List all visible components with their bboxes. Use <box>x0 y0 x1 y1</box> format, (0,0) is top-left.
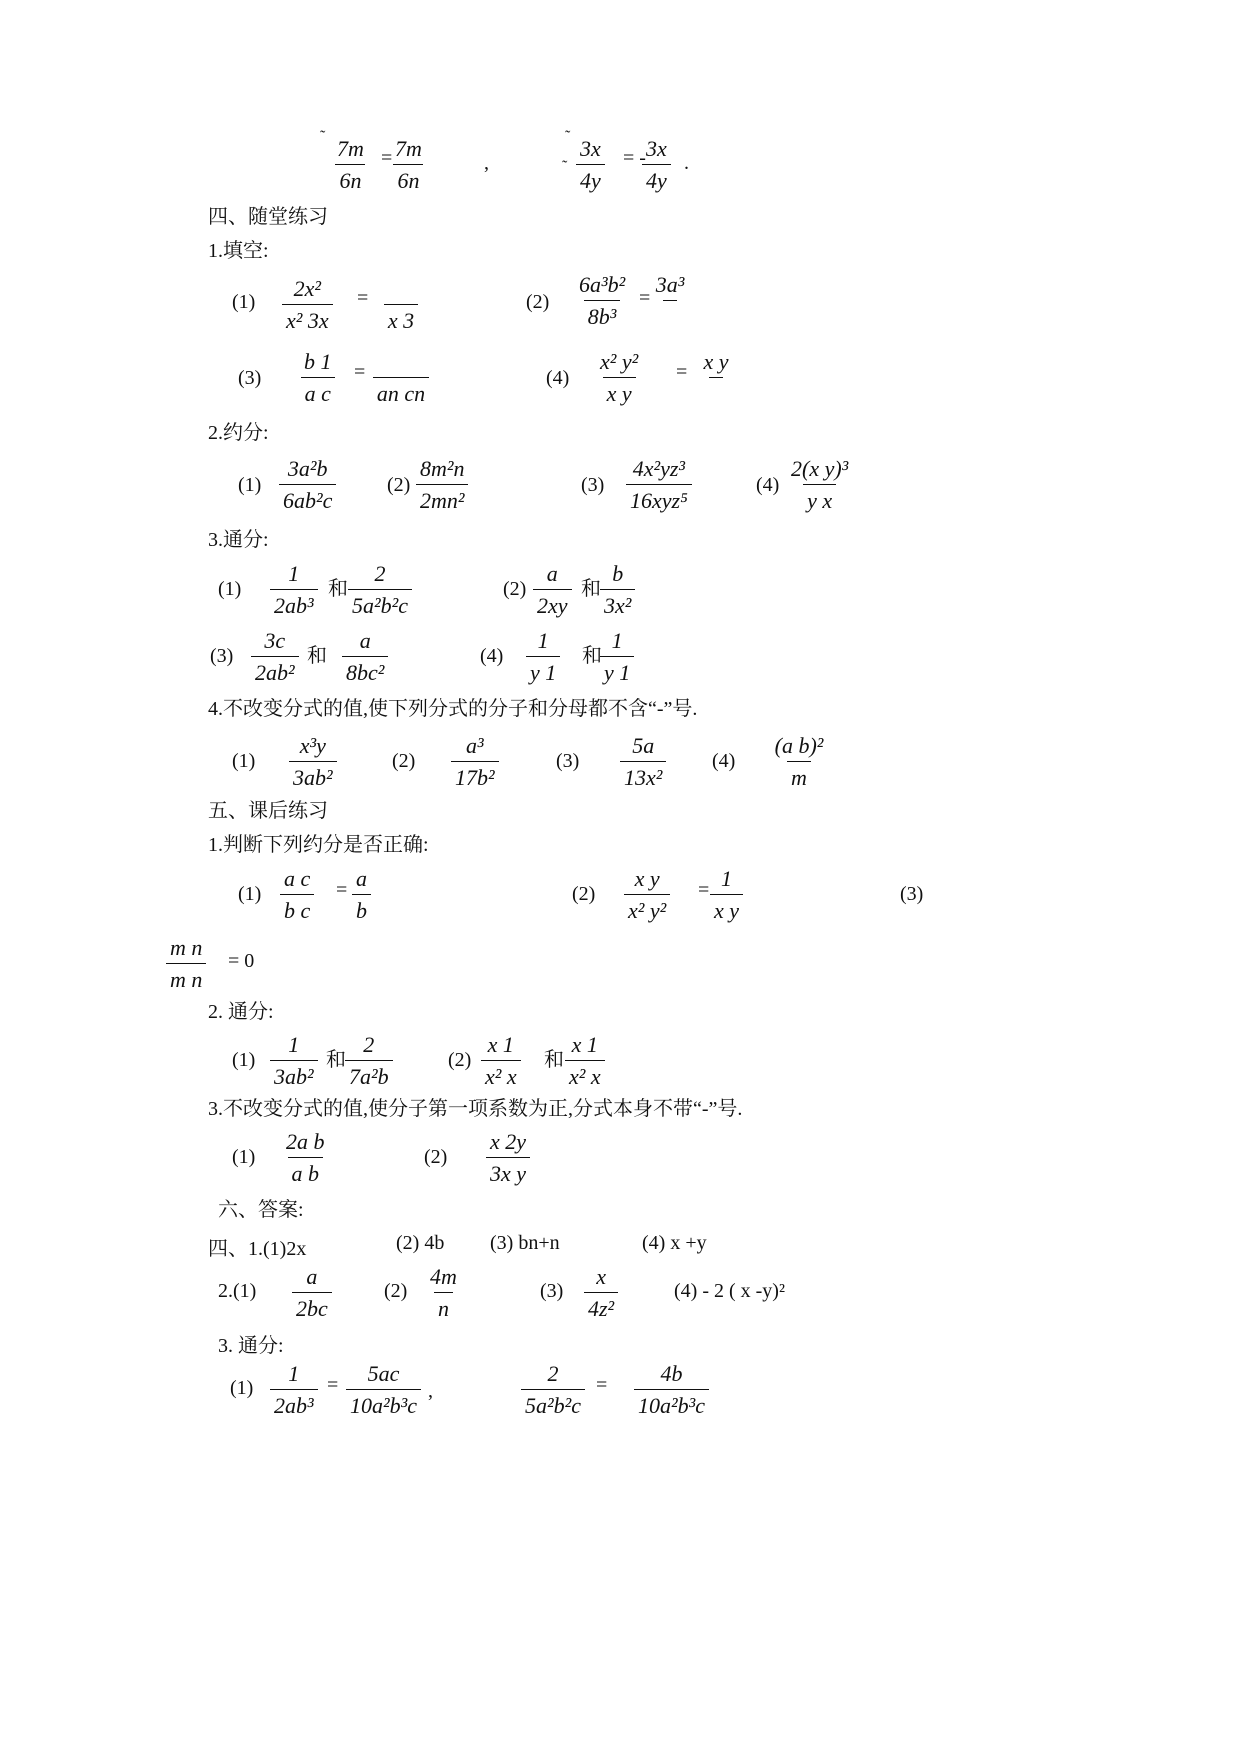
and-word: 和 <box>581 578 601 600</box>
denominator: y 1 <box>600 656 634 686</box>
blank-fraction <box>366 349 436 407</box>
numerator: 3a²b <box>287 456 328 481</box>
answer-text: (3) bn+n <box>490 1232 560 1254</box>
denominator: 3x² <box>600 589 635 619</box>
item-label: (2) <box>387 474 411 496</box>
denominator: x² x <box>481 1060 521 1090</box>
equals-minus: = - <box>623 147 646 169</box>
blank-fraction <box>651 272 689 330</box>
item-label: (3) <box>900 883 924 905</box>
numerator: 2a b <box>286 1129 325 1154</box>
equals-sign: = <box>381 147 393 169</box>
denominator: n <box>434 1292 453 1322</box>
denominator: 2bc <box>292 1292 332 1322</box>
question-heading: 2. 通分: <box>208 1001 274 1023</box>
numerator: 3x <box>646 136 667 161</box>
fraction <box>481 1032 521 1090</box>
fraction <box>391 136 426 194</box>
numerator: 1 <box>721 866 733 891</box>
numerator: 1 <box>288 1361 300 1386</box>
fraction <box>416 456 468 514</box>
numerator: x y <box>703 349 729 374</box>
answer-text: (3) <box>540 1280 564 1302</box>
fraction <box>755 733 843 791</box>
denominator: 6ab²c <box>279 484 336 514</box>
item-label: (1) <box>238 883 262 905</box>
numerator <box>394 276 408 304</box>
denominator: x 3 <box>384 304 418 334</box>
denominator: 5a²b²c <box>348 589 412 619</box>
tilde-mark: ˜ <box>565 128 571 145</box>
answer-text: 四、1.(1)2x <box>208 1238 307 1260</box>
answer-text: (4) x +y <box>642 1232 707 1254</box>
answer-text: (1) <box>230 1377 254 1399</box>
fraction <box>451 733 499 791</box>
numerator: 4b <box>660 1361 683 1386</box>
fraction <box>270 1032 318 1090</box>
denominator: an cn <box>373 377 429 407</box>
item-label: (2) <box>503 578 527 600</box>
denominator: 7a²b <box>345 1060 393 1090</box>
numerator: x <box>596 1264 606 1289</box>
numerator: 5a <box>632 733 655 758</box>
numerator: 2(x y)³ <box>791 456 849 481</box>
numerator: 3a³ <box>655 272 685 297</box>
tilde-mark: ˜ <box>320 128 326 145</box>
question-heading: 2.约分: <box>208 422 269 444</box>
denominator: b <box>352 894 371 924</box>
numerator: a <box>359 628 371 653</box>
denominator: x² 3x <box>282 304 333 334</box>
fraction <box>251 628 299 686</box>
question-heading: 4.不改变分式的值,使下列分式的分子和分母都不含“-”号. <box>208 698 698 720</box>
section-heading: 六、答案: <box>218 1199 304 1221</box>
equals-sign: = <box>354 361 366 383</box>
item-label: (4) <box>480 645 504 667</box>
numerator: 5ac <box>367 1361 400 1386</box>
numerator: 2 <box>547 1361 559 1386</box>
numerator: x y <box>634 866 660 891</box>
fraction <box>348 561 412 619</box>
item-label: (1) <box>218 578 242 600</box>
numerator: 1 <box>537 628 549 653</box>
fraction <box>300 349 336 407</box>
and-word: 和 <box>544 1049 564 1071</box>
fraction <box>634 1361 709 1419</box>
equals-sign: = <box>336 879 348 901</box>
denominator: 8bc² <box>342 656 388 686</box>
fraction <box>289 733 337 791</box>
fraction <box>576 136 605 194</box>
fraction <box>282 1129 329 1187</box>
numerator: x² y² <box>600 349 639 374</box>
denominator: 16xyz⁵ <box>626 484 692 514</box>
fraction <box>426 1264 461 1322</box>
fraction <box>600 561 635 619</box>
numerator: x 2y <box>490 1129 527 1154</box>
numerator: 2x² <box>293 276 321 301</box>
equals-sign: = <box>698 879 710 901</box>
numerator: x³y <box>299 733 326 758</box>
item-label: (2) <box>392 750 416 772</box>
numerator: 3x <box>580 136 601 161</box>
denominator: a c <box>301 377 335 407</box>
numerator: x 1 <box>571 1032 598 1057</box>
numerator: a <box>356 866 367 891</box>
fraction <box>600 628 634 686</box>
fraction <box>292 1264 332 1322</box>
and-word: 和 <box>582 645 602 667</box>
fraction <box>486 1129 530 1187</box>
denominator: x y <box>603 377 636 407</box>
question-heading: 3.通分: <box>208 529 269 551</box>
answer-text: (2) <box>384 1280 408 1302</box>
fraction <box>575 272 629 330</box>
item-label: (1) <box>232 1146 256 1168</box>
numerator: 7m <box>395 136 422 161</box>
fraction <box>270 561 318 619</box>
fraction <box>596 349 642 407</box>
denominator: 4z² <box>584 1292 618 1322</box>
fraction <box>352 866 371 924</box>
comma: , <box>428 1380 433 1402</box>
fraction <box>620 733 666 791</box>
denominator: 10a²b³c <box>346 1389 421 1419</box>
numerator <box>394 349 408 377</box>
denominator: 2ab³ <box>270 589 318 619</box>
fraction <box>345 1032 393 1090</box>
item-label: (4) <box>756 474 780 496</box>
denominator: x y <box>710 894 743 924</box>
and-word: 和 <box>307 645 327 667</box>
numerator: 1 <box>611 628 623 653</box>
equals-zero: = 0 <box>228 950 255 972</box>
fraction <box>270 1361 318 1419</box>
fraction <box>279 456 336 514</box>
fraction <box>333 136 368 194</box>
item-label: (3) <box>581 474 605 496</box>
numerator: 7m <box>337 136 364 161</box>
fraction <box>280 866 314 924</box>
numerator: 4m <box>430 1264 457 1289</box>
fraction <box>710 866 743 924</box>
denominator: x² y² <box>624 894 670 924</box>
numerator: 1 <box>288 1032 300 1057</box>
fraction <box>521 1361 585 1419</box>
numerator: 4x²yz³ <box>632 456 686 481</box>
denominator: 2ab³ <box>270 1389 318 1419</box>
numerator: 3c <box>264 628 286 653</box>
denominator: m n <box>166 963 206 993</box>
fraction <box>342 628 388 686</box>
denominator <box>663 300 677 330</box>
equals-sign: = <box>676 361 688 383</box>
denominator: a b <box>288 1157 324 1187</box>
denominator: 5a²b²c <box>521 1389 585 1419</box>
item-label: (1) <box>232 750 256 772</box>
fraction <box>282 276 333 334</box>
denominator: b c <box>280 894 314 924</box>
item-label: (4) <box>712 750 736 772</box>
denominator: x² x <box>565 1060 605 1090</box>
item-label: (3) <box>238 367 262 389</box>
denominator: 3ab² <box>270 1060 318 1090</box>
item-label: (1) <box>232 291 256 313</box>
answer-text: 3. 通分: <box>218 1335 284 1357</box>
equals-sign: = <box>596 1374 608 1396</box>
numerator: b <box>612 561 624 586</box>
denominator: 4y <box>576 164 605 194</box>
answer-text: 2.(1) <box>218 1280 257 1302</box>
item-label: (3) <box>556 750 580 772</box>
period: . <box>684 152 689 174</box>
fraction <box>526 628 560 686</box>
fraction <box>166 935 206 993</box>
denominator: 3ab² <box>289 761 337 791</box>
fraction <box>642 136 671 194</box>
fraction <box>787 456 852 514</box>
item-label: (2) <box>526 291 550 313</box>
numerator: 2 <box>374 561 386 586</box>
item-label: (2) <box>424 1146 448 1168</box>
numerator: (a b)² <box>774 733 824 758</box>
equals-sign: = <box>357 287 369 309</box>
numerator: 6a³b² <box>579 272 626 297</box>
section-heading: 五、课后练习 <box>208 800 328 822</box>
denominator: y 1 <box>526 656 560 686</box>
item-label: (2) <box>448 1049 472 1071</box>
and-word: 和 <box>326 1049 346 1071</box>
denominator: 17b² <box>451 761 499 791</box>
question-heading: 1.填空: <box>208 240 269 262</box>
item-label: (3) <box>210 645 234 667</box>
numerator: b 1 <box>304 349 332 374</box>
comma: , <box>484 152 489 174</box>
denominator: 10a²b³c <box>634 1389 709 1419</box>
blank-fraction <box>375 276 427 334</box>
item-label: (2) <box>572 883 596 905</box>
equals-sign: = <box>327 1374 339 1396</box>
fraction <box>626 456 692 514</box>
denominator: 4y <box>642 164 671 194</box>
numerator: a <box>306 1264 318 1289</box>
section-heading: 四、随堂练习 <box>208 206 328 228</box>
denominator: y x <box>803 484 836 514</box>
question-heading: 1.判断下列约分是否正确: <box>208 834 429 856</box>
fraction <box>346 1361 421 1419</box>
and-word: 和 <box>328 578 348 600</box>
numerator: 2 <box>363 1032 375 1057</box>
fraction <box>565 1032 605 1090</box>
numerator: a c <box>284 866 311 891</box>
tilde-mark: ˜ <box>562 158 568 175</box>
denominator <box>709 377 723 407</box>
denominator: 2mn² <box>416 484 468 514</box>
numerator: 8m²n <box>420 456 465 481</box>
denominator: 6n <box>335 164 365 194</box>
numerator: x 1 <box>487 1032 514 1057</box>
answer-text: (2) 4b <box>396 1232 445 1254</box>
item-label: (1) <box>238 474 262 496</box>
item-label: (4) <box>546 367 570 389</box>
denominator: 8b³ <box>584 300 621 330</box>
answer-text: (4) - 2 ( x -y)² <box>674 1280 785 1302</box>
equals-sign: = <box>639 287 651 309</box>
blank-fraction <box>688 349 744 407</box>
fraction <box>624 866 670 924</box>
denominator: m <box>787 761 811 791</box>
numerator: m n <box>170 935 203 960</box>
denominator: 13x² <box>620 761 666 791</box>
numerator: 1 <box>288 561 300 586</box>
denominator: 2xy <box>533 589 572 619</box>
question-heading: 3.不改变分式的值,使分子第一项系数为正,分式本身不带“-”号. <box>208 1098 743 1120</box>
item-label: (1) <box>232 1049 256 1071</box>
denominator: 6n <box>393 164 423 194</box>
numerator: a³ <box>466 733 484 758</box>
fraction <box>584 1264 618 1322</box>
fraction <box>533 561 572 619</box>
numerator: a <box>546 561 558 586</box>
denominator: 2ab² <box>251 656 299 686</box>
denominator: 3x y <box>486 1157 530 1187</box>
